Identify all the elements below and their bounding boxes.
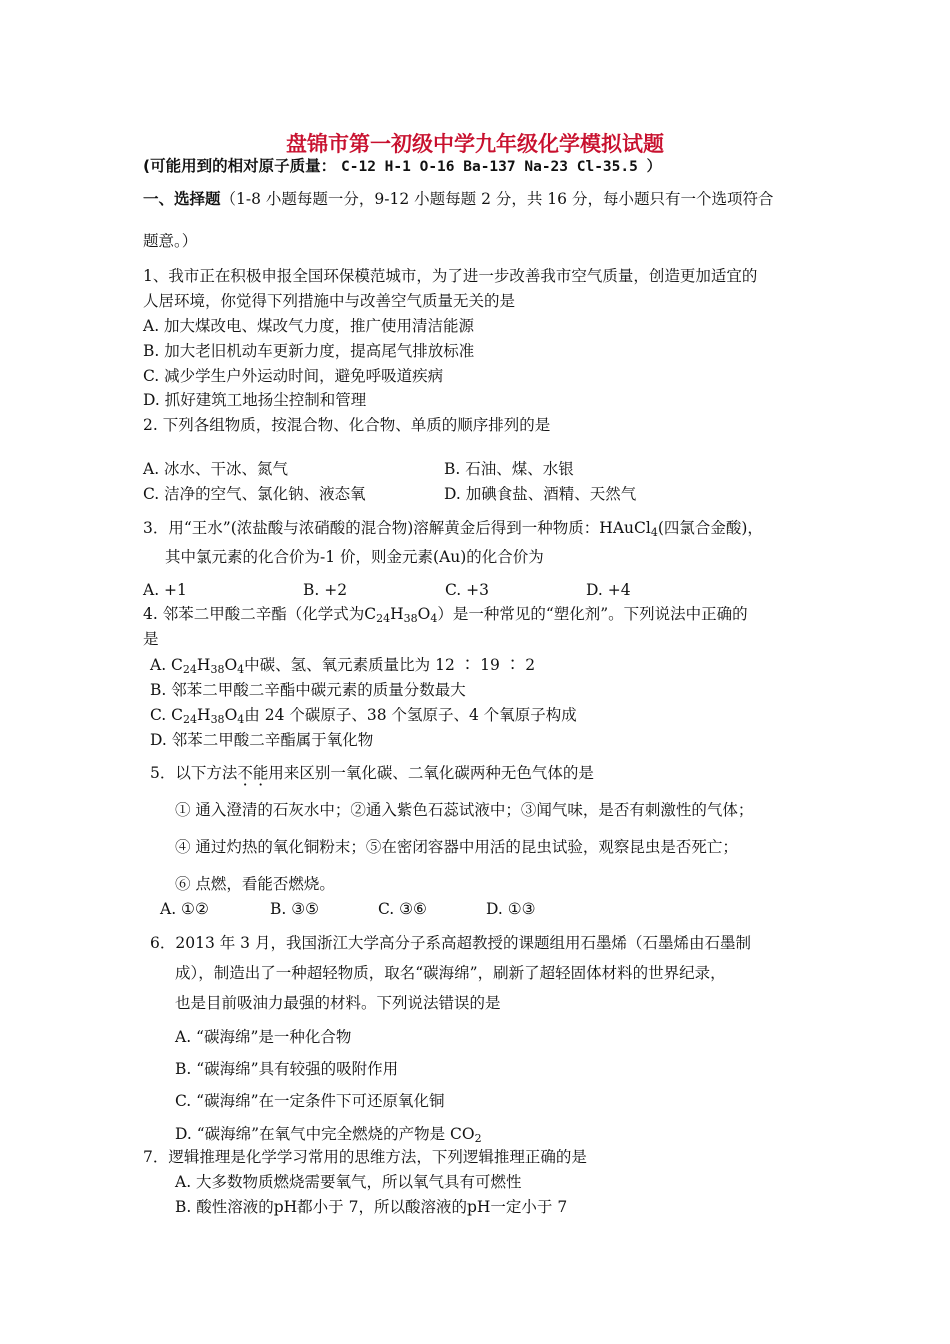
q4-formula-sub: 24 <box>182 663 197 676</box>
q6-option-d <box>175 1124 482 1149</box>
q2-option-c: C. 洁净的空气、氯化钠、液态氧 <box>143 485 366 503</box>
q4-option-c-label: C. C <box>150 706 184 724</box>
q1-option-b: B. 加大老旧机动车更新力度，提高尾气排放标准 <box>143 342 475 360</box>
q5-emphasis-char: 能 <box>252 764 269 782</box>
q4-option-a-text: 中碳、氢、氧元素质量比为 12 ∶ 19 ∶ 2 <box>244 656 536 674</box>
q5-method-line: ⑥ 点燃，看能否燃烧。 <box>175 875 335 893</box>
q3-option-d: D. +4 <box>586 581 631 599</box>
q4-formula-sub: 24 <box>376 612 391 625</box>
q4-formula-sub: 24 <box>183 713 198 726</box>
q4-formula-h: H <box>390 605 404 623</box>
q6-stem: 6．2013 年 3 月，我国浙江大学高分子系高超教授的课题组用石墨烯（石墨烯由石墨制 <box>150 934 751 952</box>
q4-formula-sub: 4 <box>237 663 245 676</box>
q1-option-a: A. 加大煤改电、煤改气力度，推广使用清洁能源 <box>143 317 475 335</box>
q6-option-c: C. “碳海绵”在一定条件下可还原氧化铜 <box>175 1092 445 1110</box>
q5-option-d: D. ①③ <box>486 900 536 918</box>
q5-option-a: A. ①② <box>160 900 209 918</box>
q2-stem: 2. 下列各组物质，按混合物、化合物、单质的顺序排列的是 <box>143 416 551 434</box>
q4-option-a-label: A. C <box>150 656 183 674</box>
q4-option-a <box>150 655 535 680</box>
q5-stem-tail: 用来区别一氧化碳、二氧化碳两种无色气体的是 <box>268 764 594 782</box>
q6-option-d-text: D. “碳海绵”在氧气中完全燃烧的产物是 CO <box>175 1125 475 1143</box>
q3-option-c: C. +3 <box>445 581 490 599</box>
q4-option-c <box>150 705 577 730</box>
q4-option-b: B. 邻苯二甲酸二辛酯中碳元素的质量分数最大 <box>150 681 466 699</box>
q2-option-b: B. 石油、煤、水银 <box>444 460 574 478</box>
q4-stem <box>143 604 748 629</box>
q4-formula-sub: 4 <box>237 713 245 726</box>
q4-formula-h: H <box>197 706 211 724</box>
q7-option-a: A. 大多数物质燃烧需要氧气，所以氧气具有可燃性 <box>175 1173 522 1191</box>
q3-stem-tail: (四氯合金酸)， <box>657 519 763 537</box>
q6-stem-cont: 成），制造出了一种超轻物质，取名“碳海绵”，刷新了超轻固体材料的世界纪录， <box>175 964 726 982</box>
q4-formula-o: O <box>224 656 238 674</box>
q7-option-b: B. 酸性溶液的pH都小于 7，所以酸溶液的pH一定小于 7 <box>175 1198 568 1216</box>
q3-stem <box>143 518 763 543</box>
q4-formula-o: O <box>417 605 431 623</box>
q4-option-d: D. 邻苯二甲酸二辛酯属于氧化物 <box>150 731 374 749</box>
q6-stem-cont: 也是目前吸油力最强的材料。下列说法错误的是 <box>175 994 501 1012</box>
q3-subscript: 4 <box>650 526 658 539</box>
atomic-mass-values: C-12 H-1 O-16 Ba-137 Na-23 Cl-35.5 ） <box>341 159 662 175</box>
q4-stem-tail: ）是一种常见的“塑化剂”。下列说法中正确的 <box>437 605 748 623</box>
q4-formula-sub: 38 <box>403 612 418 625</box>
q6-option-a: A. “碳海绵”是一种化合物 <box>175 1028 352 1046</box>
q4-stem-text: 4. 邻苯二甲酸二辛酯（化学式为C <box>143 605 377 623</box>
section-heading: 一、选择题 <box>143 190 221 208</box>
section-desc-cont: 题意。） <box>143 232 198 250</box>
q2-option-a: A. 冰水、干冰、氮气 <box>143 460 289 478</box>
q4-formula-sub: 38 <box>210 713 225 726</box>
q5-option-c: C. ③⑥ <box>378 900 427 918</box>
atomic-mass-line <box>143 156 661 177</box>
q3-option-b: B. +2 <box>303 581 348 599</box>
q3-option-a: A. +1 <box>143 581 187 599</box>
q3-stem-text: 3．用“王水”(浓盐酸与浓硝酸的混合物)溶解黄金后得到一种物质：HAuCl <box>143 519 651 537</box>
q4-formula-sub: 4 <box>430 612 438 625</box>
q4-stem-cont: 是 <box>143 630 159 648</box>
section-desc: （1-8 小题每题一分，9-12 小题每题 2 分，共 16 分，每小题只有一个选项符合 <box>220 190 774 208</box>
q6-subscript: 2 <box>474 1132 482 1145</box>
page-title: 盘锦市第一初级中学九年级化学模拟试题 <box>286 132 664 156</box>
q5-method-line: ④ 通过灼热的氧化铜粉末；⑤在密闭容器中用活的昆虫试验，观察昆虫是否死亡； <box>175 838 738 856</box>
q1-option-d: D. 抓好建筑工地扬尘控制和管理 <box>143 391 367 409</box>
section-heading-line <box>143 189 773 209</box>
q4-formula-sub: 38 <box>210 663 225 676</box>
q3-stem-cont: 其中氯元素的化合价为-1 价，则金元素(Au)的化合价为 <box>165 548 544 566</box>
q1-stem-cont: 人居环境，你觉得下列措施中与改善空气质量无关的是 <box>143 292 516 310</box>
atomic-mass-label: (可能用到的相对原子质量： <box>143 157 337 175</box>
q6-option-b: B. “碳海绵”具有较强的吸附作用 <box>175 1060 399 1078</box>
q4-formula-h: H <box>196 656 211 674</box>
q1-stem: 1、我市正在积极申报全国环保模范城市，为了进一步改善我市空气质量，创造更加适宜的 <box>143 267 758 285</box>
q5-stem-text: 5．以下方法 <box>150 764 238 782</box>
q4-option-c-text: 由 24 个碳原子、38 个氢原子、4 个氧原子构成 <box>244 706 577 724</box>
q5-option-b: B. ③⑤ <box>270 900 320 918</box>
q4-formula-o: O <box>224 706 238 724</box>
q5-stem <box>150 763 594 783</box>
q5-emphasis-char: 不 <box>237 764 253 782</box>
q7-stem: 7．逻辑推理是化学学习常用的思维方法，下列逻辑推理正确的是 <box>143 1148 587 1166</box>
q1-option-c: C. 减少学生户外运动时间，避免呼吸道疾病 <box>143 367 444 385</box>
q2-option-d: D. 加碘食盐、酒精、天然气 <box>444 485 637 503</box>
q5-method-line: ① 通入澄清的石灰水中；②通入紫色石蕊试液中；③闻气味，是否有刺激性的气体； <box>175 801 754 819</box>
